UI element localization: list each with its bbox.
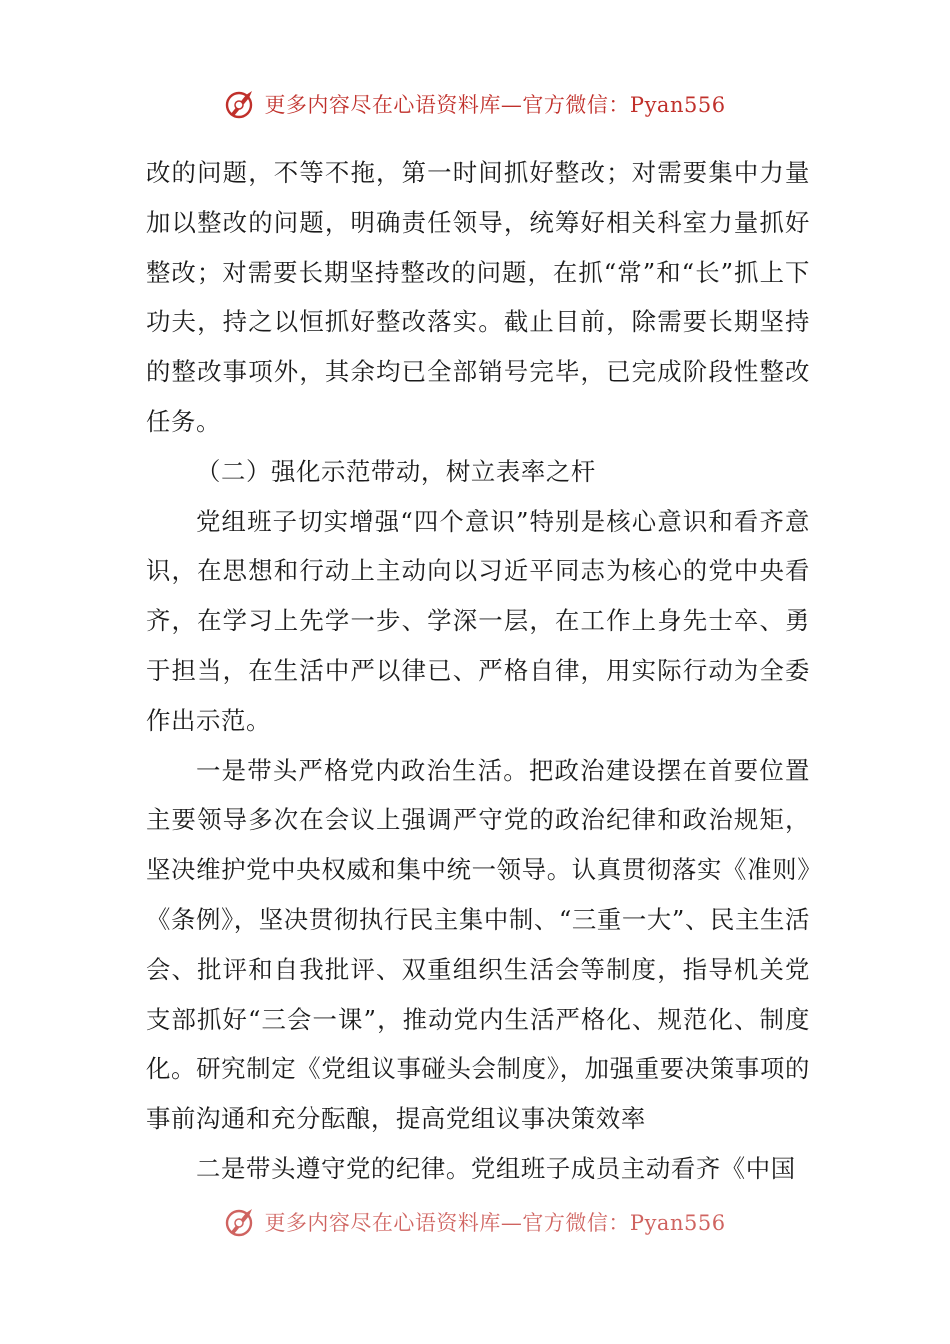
watermark-text: 更多内容尽在心语资料库—官方微信：Pyan556 <box>264 93 726 117</box>
paragraph-four-consciousness: 党组班子切实增强“四个意识”特别是核心意识和看齐意识，在思想和行动上主动向以习近平同志为核心的党中央看齐，在学习上先学一步、学深一层，在工作上身先士卒、勇于担当，在生活中严以律已、严格自律，用实际行动为全委作出示范。 <box>146 506 810 735</box>
paragraph-party-discipline: 二是带头遵守党的纪律。党组班子成员主动看齐《中国 <box>196 1153 796 1183</box>
section-heading: （二）强化示范带动，树立表率之杆 <box>196 456 596 486</box>
header-watermark <box>0 84 950 124</box>
pen-circle-logo-icon <box>224 1205 258 1239</box>
document-body <box>146 148 810 1194</box>
watermark-text: 更多内容尽在心语资料库—官方微信：Pyan556 <box>264 1211 726 1235</box>
footer-watermark <box>0 1202 950 1242</box>
pen-circle-logo-icon <box>224 87 258 121</box>
paragraph-rectification: 改的问题，不等不拖，第一时间抓好整改；对需要集中力量加以整改的问题，明确责任领导，统筹好相关科室力量抓好整改；对需要长期坚持整改的问题，在抓“常”和“长”抓上下功夫，持之以恒抓好整改落实。截止目前，除需要长期坚持的整改事项外，其余均已全部销号完毕，已完成阶段性整改任务。 <box>146 158 810 436</box>
paragraph-political-life: 一是带头严格党内政治生活。把政治建设摆在首要位置主要领导多次在会议上强调严守党的政治纪律和政治规矩，坚决维护党中央权威和集中统一领导。认真贯彻落实《准则》《条例》，坚决贯彻执行民主集中制、“三重一大”、民主生活会、批评和自我批评、双重组织生活会等制度，指导机关党支部抓好“三会一课”，推动党内生活严格化、规范化、制度化。研究制定《党组议事碰头会制度》，加强重要决策事项的事前沟通和充分酝酿，提高党组议事决策效率 <box>146 755 810 1134</box>
